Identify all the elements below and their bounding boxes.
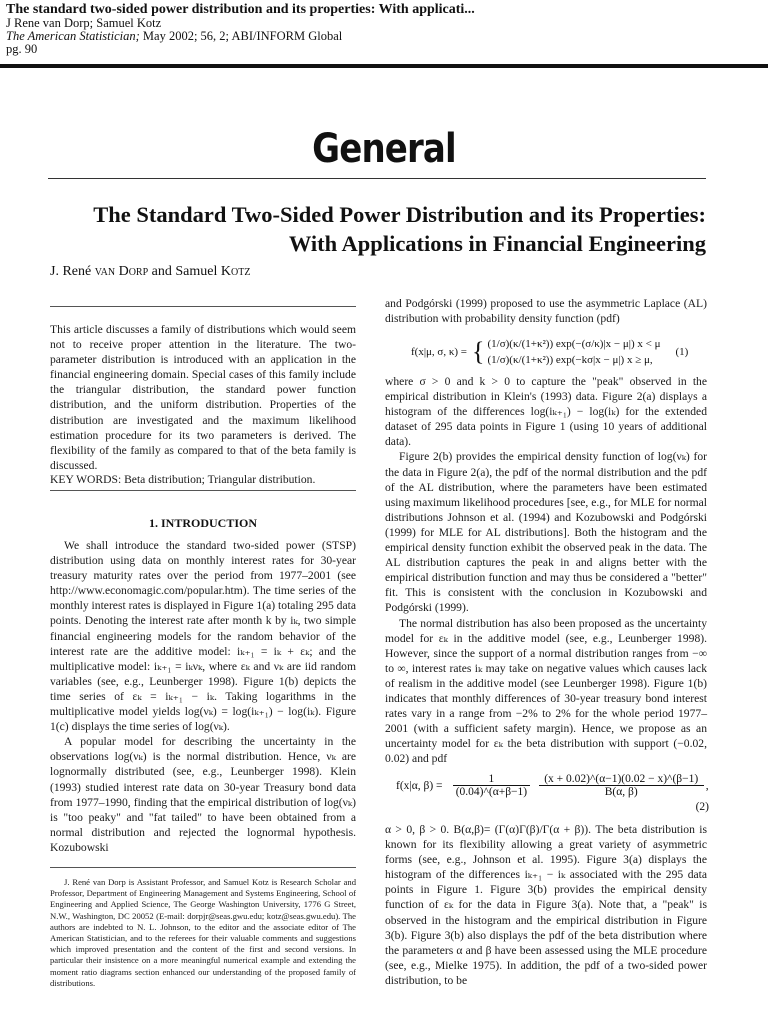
document-header xyxy=(6,2,762,56)
right-paragraph-0 xyxy=(385,296,707,326)
equation-1-table xyxy=(410,336,689,368)
author1-first: J. René xyxy=(50,264,95,279)
right-paragraph-4 xyxy=(385,822,707,988)
eq2-lhs: f(x|α, β) = xyxy=(396,779,443,792)
footnote-text: J. René van Dorp is Assistant Professor, and Samuel Kotz is Research Scholar and Professor, Department of Engineering Management and Systems Engineering, School of Engineering and Applied Science, The George Washington University, 1776 G Street, N.W., Washington, DC 20052 (E-mail: dorpjr@seas.gwu.edu; kotz@seas.gwu.edu). The authors are indebted to N. L. Johnson, to the editor and the associate editor of The American Statistician, and to the referees for their valuable comments and suggestions which improved presentation and the content of the first and second versions. In particular their insistence on a more meaningful numerical example and extending the moment ratio diagrams section enhanced our understanding of the proposed family of distributions. xyxy=(50,877,356,988)
abstract xyxy=(50,322,356,473)
author2-last: Kotz xyxy=(220,264,251,279)
equation-2 xyxy=(395,772,710,814)
right-text-3: The normal distribution has also been proposed as the uncertainty model for εₖ in the additive model (see, e.g., Leunberger 1998). However, since the support of a normal distribution ranges from −∞ to ∞, interest rates iₖ may take on negative values which causes lack of realism in the additive model (see Leunberger 1998). Figure 1(b) indicates that monthly differences of 30-year treasury bond interest rates vary in a range from −2% to 2% for the whole period 1977–2001 (with a sufficient safety margin). Hence, we propose as an uncertainty model for εₖ the beta distribution with support (−0.02, 0.02) and pdf xyxy=(385,616,707,766)
keywords-text: KEY WORDS: Beta distribution; Triangular distribution. xyxy=(50,473,316,486)
intro-paragraph-2: A popular model for describing the uncertainty in the observations log(νₖ) is the normal distribution. Hence, νₖ are lognormally distributed (see, e.g., Leunberger 1998). Klein (1993) studied interest rate data on 30-year Treasury bond data from 1977–1990, finding that the empirical distribution of log(νₖ) is "too peaky" and "fat tailed" to have been obtained from a normal distribution and rejected the lognormal hypothesis. Kozubowski xyxy=(50,735,356,854)
abstract-rule xyxy=(50,306,356,307)
intro-paragraph-1: We shall introduce the standard two-sided power (STSP) distribution using data on monthly interest rates for 30-year treasury maturity rates over the period from 1977–2001 (see http://www.economagic.com/popular.htm). The time series of the monthly interest rates is displayed in Figure 1(a) totaling 295 data points. Denoting the interest rate after month k by iₖ, two simple financial engineering models for the random behavior of the interest rate are the additive model: iₖ₊₁ = iₖ + εₖ; and the multiplicative model: iₖ₊₁ = iₖνₖ, where εₖ and νₖ are iid random variables (see, e.g., Leunberger 1998). Figure 1(b) depicts the time series of εₖ = iₖ₊₁ − iₖ. Taking logarithms in the multiplicative model yields log(νₖ) = log(iₖ₊₁) − log(iₖ). Figure 1(c) displays the time series of log(νₖ). xyxy=(50,539,356,734)
author-join: and Samuel xyxy=(148,264,221,279)
intro-body xyxy=(50,538,356,855)
right-text-0: and Podgórski (1999) proposed to use the asymmetric Laplace (AL) distribution with probability density function (pdf) xyxy=(385,297,707,326)
title-line-1: The Standard Two-Sided Power Distribution and its Properties: xyxy=(93,202,706,227)
header-journal: The American Statistician; xyxy=(6,29,140,43)
equation-1 xyxy=(410,336,710,368)
right-text-2: Figure 2(b) provides the empirical density function of log(νₖ) for the data in Figure 2(a), the pdf of the normal distribution and the pdf of the AL distribution, where the parameters have been estimated using maximum likelihood procedures [see, e.g., for MLE for normal distributions Johnson et al. (1994) and Kozubowski and Podgórski (1999) for MLE for AL distributions]. Both the histogram and the empirical density function exhibit the observed peak in the data. The AL distribution captures the peak in and aligns better with the empirical distribution function and may thus be considered a "better" fit. This is consistent with the conclusion in Kozubowski and Podgórski (1999). xyxy=(385,450,707,615)
eq1-brace: { xyxy=(472,337,485,366)
eq1-row1: (1/σ)(κ/(1+κ²)) exp(−(σ/κ)|x − μ|) x < μ xyxy=(487,338,661,350)
eq1-row2: (1/σ)(κ/(1+κ²)) exp(−kσ|x − μ|) x ≥ μ, xyxy=(487,354,653,366)
author1-last: van Dorp xyxy=(94,264,149,279)
article-title xyxy=(36,200,706,258)
eq2-den1: (0.04)^(α+β−1) xyxy=(455,786,528,798)
eq1-lhs: f(x|μ, σ, κ) = xyxy=(411,346,468,358)
right-text-4: α > 0, β > 0. B(α,β)= (Γ(α)Γ(β)/Γ(α + β)). The beta distribution is known for its flexibility allowing a great variety of asymmetric forms (see, e.g., Johnson et al. 1995). Figure 3(a) displays the histogram of the differences iₖ₊₁ − iₖ associated with the 295 data points in Figure 1. Figure 3(b) provides the empirical density function of εₖ for the data in Figure 3(a). Note that, a "peak" is observed in the histogram and the empirical distribution in Figure 3(b). Figure 3(b) also displays the pdf of the beta distribution where the parameters α and β have been assessed using the MLE procedure (see, e.g., Mielke 1975). In addition, the pdf of a two-sided power distribution, to be xyxy=(385,823,707,987)
header-citation xyxy=(6,30,762,43)
header-title: The standard two-sided power distribution and its properties: With applicati... xyxy=(6,2,475,17)
section-label: General xyxy=(312,126,456,172)
footnote xyxy=(50,877,356,989)
abstract-text: This article discusses a family of distributions which would seem not to receive proper attention in the literature. The two-parameter distribution is introduced with an application in the financial engineering domain. Special cases of this family include the triangular distribution, the standard power function distribution, and the uniform distribution. Properties of the distribution are investigated and the maximum likelihood estimation procedure for its two parameters is derived. The flexibility of the family as compared to that of the beta family is discussed. xyxy=(50,323,356,472)
eq2-frac1 xyxy=(452,772,530,799)
eq2-den2: B(α, β) xyxy=(604,786,638,798)
eq2-tail: , xyxy=(705,779,709,792)
eq2-frac2 xyxy=(531,772,705,799)
header-authors: J Rene van Dorp; Samuel Kotz xyxy=(6,16,162,30)
eq2-num2: (x + 0.02)^(α−1)(0.02 − x)^(β−1) xyxy=(539,773,704,786)
right-body xyxy=(385,374,707,766)
section-divider xyxy=(48,178,706,179)
intro-heading: 1. INTRODUCTION xyxy=(148,516,257,530)
eq2-num1: 1 xyxy=(453,773,529,786)
header-page: pg. 90 xyxy=(6,42,38,56)
header-issue: May 2002; 56, 2; ABI/INFORM Global xyxy=(139,29,343,43)
keywords xyxy=(50,472,356,487)
footnote-rule xyxy=(50,867,356,868)
title-line-2: With Applications in Financial Engineering xyxy=(288,231,706,256)
equation-2-table xyxy=(395,772,710,814)
eq2-number: (2) xyxy=(695,801,709,813)
right-text-1: where σ > 0 and k > 0 to capture the "peak" observed in the empirical distribution in Klein's (1993) data. Figure 2(a) displays a histogram of the differences log(iₖ₊₁) − log(iₖ) for the extended dataset of 295 data points in Figure 1 (using 10 years of additional data). xyxy=(385,375,707,449)
keywords-rule xyxy=(50,490,356,491)
eq1-number: (1) xyxy=(675,346,689,358)
article-authors xyxy=(50,264,250,280)
header-rule xyxy=(0,64,768,68)
